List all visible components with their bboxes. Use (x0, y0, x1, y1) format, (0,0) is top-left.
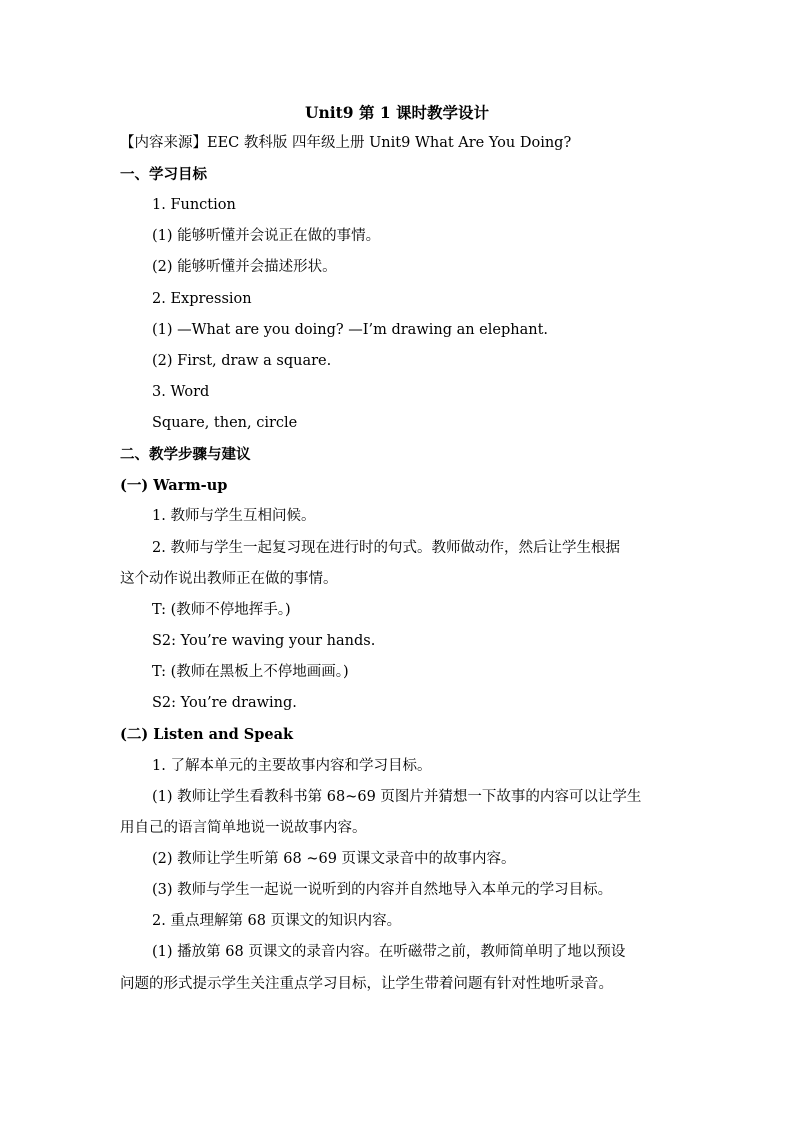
warmup-line: T: (教师不停地挥手。) (152, 602, 291, 618)
listen-line: (1) 教师让学生看教科书第 68~69 页图片并猜想一下故事的内容可以让学生 (152, 789, 642, 805)
objective-line: (2) 能够听懂并会描述形状。 (152, 259, 337, 275)
listen-line: 用自己的语言简单地说一说故事内容。 (120, 820, 367, 836)
warmup-line: 2. 教师与学生一起复习现在进行时的句式。教师做动作，然后让学生根据 (152, 540, 620, 556)
document-title: Unit9 第 1 课时教学设计 (304, 103, 490, 122)
warmup-line: S2: You’re waving your hands. (152, 633, 376, 649)
warmup-line: 这个动作说出教师正在做的事情。 (120, 571, 338, 587)
listen-line: (1) 播放第 68 页课文的录音内容。在听磁带之前，教师简单明了地以预设 (152, 944, 626, 960)
listen-line: 2. 重点理解第 68 页课文的知识内容。 (152, 913, 402, 929)
objective-line: 2. Expression (152, 291, 252, 307)
content-source: 【内容来源】EEC 教科版 四年级上册 Unit9 What Are You Doing? (120, 135, 572, 151)
objective-line: Square, then, circle (152, 415, 298, 431)
objective-line: (2) First, draw a square. (152, 353, 332, 369)
listen-line: (2) 教师让学生听第 68 ~69 页课文录音中的故事内容。 (152, 851, 516, 867)
objective-line: 1. Function (152, 197, 236, 213)
subsection-heading-warmup: (一) Warm-up (120, 477, 228, 494)
warmup-line: T: (教师在黑板上不停地画画。) (152, 664, 349, 680)
subsection-heading-listen: (二) Listen and Speak (120, 726, 294, 743)
warmup-line: S2: You’re drawing. (152, 695, 297, 711)
warmup-line: 1. 教师与学生互相问候。 (152, 508, 316, 524)
listen-line: (3) 教师与学生一起说一说听到的内容并自然地导入本单元的学习目标。 (152, 882, 613, 898)
objective-line: 3. Word (152, 384, 210, 400)
objective-line: (1) —What are you doing? —I’m drawing an elephant. (152, 322, 549, 338)
listen-line: 问题的形式提示学生关注重点学习目标，让学生带着问题有针对性地听录音。 (120, 976, 613, 992)
section-heading-steps: 二、教学步骤与建议 (120, 446, 251, 463)
listen-line: 1. 了解本单元的主要故事内容和学习目标。 (152, 758, 432, 774)
objective-line: (1) 能够听懂并会说正在做的事情。 (152, 228, 381, 244)
section-heading-objectives: 一、学习目标 (120, 166, 207, 183)
